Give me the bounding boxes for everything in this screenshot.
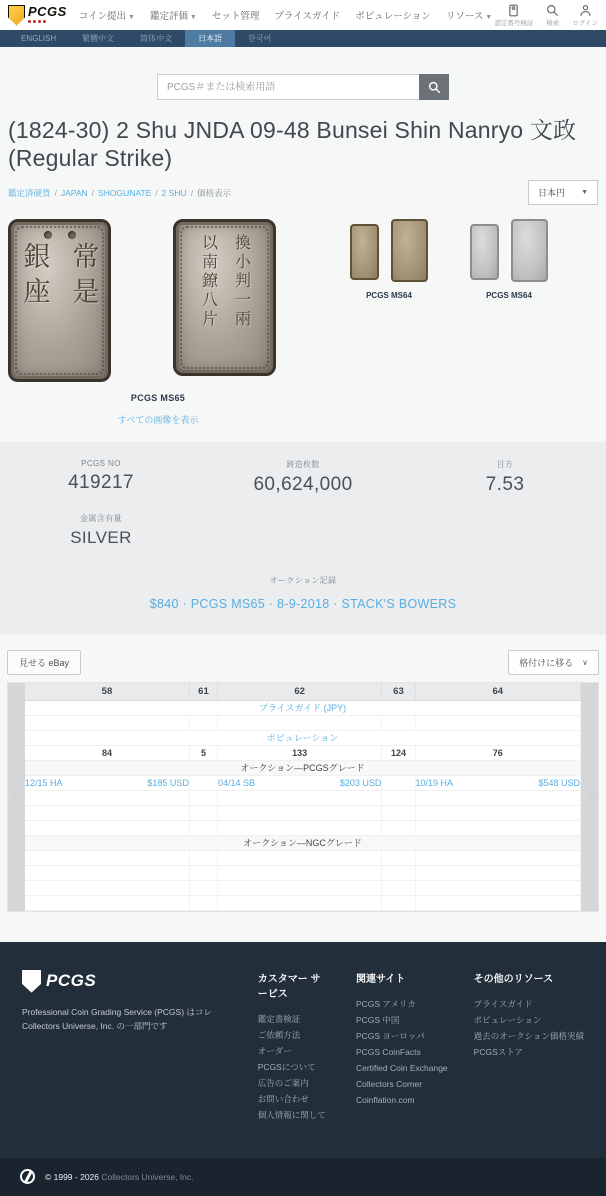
footer-about-text	[22, 1005, 232, 1034]
lang-tab-日本語[interactable]: 日本語	[185, 30, 235, 47]
show-ebay-button[interactable]: 見せる eBay	[7, 650, 81, 675]
empty-cell	[217, 820, 381, 835]
empty-cell	[25, 850, 189, 865]
footer-link[interactable]: ご依頼方法	[257, 1029, 301, 1040]
empty-cell	[415, 820, 580, 835]
footer	[0, 942, 606, 1158]
auction-date-link[interactable]: 10/19 HA	[415, 777, 454, 788]
currency-select[interactable]	[528, 180, 598, 205]
thumb-group-2	[470, 219, 548, 300]
metal-value: SILVER	[70, 528, 132, 548]
table-row	[25, 865, 581, 880]
footer-link[interactable]: Certified Coin Exchange	[355, 1063, 448, 1074]
thumb-coin-obverse[interactable]	[350, 224, 379, 280]
pcgs-logo-text: PCGS	[28, 3, 67, 19]
population-value: 76	[415, 745, 580, 760]
breadcrumb-link[interactable]: 2 SHU	[161, 187, 187, 198]
coin-image-reverse[interactable]	[173, 219, 276, 376]
action-label: ログイン	[572, 19, 598, 27]
coin-punch-marks	[44, 231, 76, 239]
carousel-prev-icon[interactable]: ‹	[9, 775, 21, 811]
action-user[interactable]	[572, 4, 598, 27]
nav-item-ポピュレーション[interactable]: ポピュレーション	[355, 11, 431, 22]
empty-cell	[25, 790, 189, 805]
empty-cell	[415, 865, 580, 880]
grade-header-row	[25, 683, 581, 700]
table-row	[25, 880, 581, 895]
action-label: 検索	[546, 19, 560, 27]
empty-cell	[415, 790, 580, 805]
footer-link[interactable]: PCGS 中国	[355, 1014, 400, 1025]
action-cert[interactable]	[494, 4, 533, 27]
table-row	[25, 805, 581, 820]
footer-link[interactable]: Collectors Corner	[355, 1079, 423, 1090]
nav-item-鑑定評価[interactable]: 鑑定評価 ▼	[149, 11, 197, 22]
metal-label: 金属含有量	[80, 514, 122, 524]
search-button[interactable]	[419, 74, 449, 100]
coin-image-obverse[interactable]	[8, 219, 111, 382]
footer-logo-text: PCGS	[46, 971, 97, 991]
coin-inscription: 常是	[68, 242, 99, 313]
footer-column-heading: その他のリソース	[473, 973, 554, 985]
population-value: 5	[189, 745, 217, 760]
coin-inscription: 以南鐐八片	[199, 234, 217, 330]
collectors-universe-logo-icon	[20, 1169, 35, 1184]
page-title: (1824-30) 2 Shu JNDA 09-48 Bunsei Shin Nanryo 文政 (Regular Strike)	[8, 117, 577, 172]
footer-column-heading: カスタマー サービス	[257, 973, 321, 1000]
pcgs-shield-icon	[8, 5, 25, 26]
carousel-next-icon[interactable]: ›	[585, 775, 597, 811]
footer-link[interactable]: ポピュレーション	[473, 1014, 542, 1025]
breadcrumb-link[interactable]: 鑑定済硬貨	[8, 187, 51, 198]
main-coin-grade-caption: PCGS MS65	[130, 393, 186, 404]
search-icon	[428, 81, 441, 94]
currency-value: 日本円	[538, 188, 566, 199]
empty-cell	[25, 715, 189, 730]
thumb-group-1	[350, 219, 428, 300]
thumb-pair	[470, 219, 548, 287]
breadcrumb	[8, 187, 231, 199]
coin-facts-panel	[0, 442, 606, 635]
empty-cell	[415, 715, 580, 730]
footer-about-line: Professional Coin Grading Service (PCGS) はコレ	[22, 1006, 212, 1017]
pcgs-logo[interactable]	[8, 5, 67, 26]
show-all-images-link[interactable]: すべての画像を表示	[117, 415, 199, 426]
search-bar	[157, 74, 449, 100]
table-row	[25, 790, 581, 805]
empty-cell	[189, 820, 217, 835]
auction-cell	[189, 775, 217, 790]
empty-cell	[25, 865, 189, 880]
footer-link[interactable]: PCGS CoinFacts	[355, 1047, 421, 1058]
top-navbar	[0, 0, 606, 30]
empty-cell	[415, 895, 580, 910]
empty-cell	[217, 715, 381, 730]
footer-column	[356, 970, 448, 1124]
pcgs-no-label: PCGS NO	[81, 459, 121, 469]
auction-date-link[interactable]: 12/15 HA	[25, 777, 63, 788]
empty-cell	[382, 865, 415, 880]
lang-tab-ENGLISH[interactable]: ENGLISH	[21, 34, 57, 43]
footer-link[interactable]: PCGS アメリカ	[355, 998, 416, 1009]
grade-column-header: 58	[25, 683, 189, 700]
empty-cell	[25, 820, 189, 835]
footer-link[interactable]: 過去のオークション価格実績	[473, 1030, 584, 1041]
lang-tab-繁體中文[interactable]: 繁體中文	[82, 34, 115, 43]
table-row	[25, 895, 581, 910]
empty-cell	[189, 865, 217, 880]
coin-image-section	[8, 219, 598, 426]
table-row	[25, 850, 581, 865]
main-coin-images	[8, 219, 308, 382]
cert-icon	[507, 4, 520, 17]
empty-cell	[189, 790, 217, 805]
footer-link[interactable]: オーダー	[257, 1045, 292, 1056]
table-section-header: オークション―PCGSグレード	[25, 760, 581, 775]
thumb-pair	[350, 219, 428, 287]
action-search[interactable]	[546, 4, 559, 27]
empty-cell	[382, 820, 415, 835]
copyright-text: © 1999 - 2026 Collectors Universe, Inc.	[45, 1171, 194, 1182]
table-row	[25, 700, 581, 715]
auction-cell[interactable]	[217, 775, 381, 790]
empty-cell	[382, 895, 415, 910]
auction-cell[interactable]	[25, 775, 189, 790]
footer-link[interactable]: Coinflation.com	[355, 1095, 415, 1106]
grade-column-header: 64	[415, 683, 580, 700]
table-row	[25, 715, 581, 730]
auction-cell	[382, 775, 415, 790]
empty-cell	[189, 880, 217, 895]
table-row	[25, 820, 581, 835]
empty-cell	[25, 880, 189, 895]
table-section-link[interactable]: ポピュレーション	[25, 730, 581, 745]
empty-cell	[189, 895, 217, 910]
grade-column-header: 62	[217, 683, 381, 700]
breadcrumb-current: 価格表示	[197, 187, 232, 198]
chevron-down-icon: ▼	[483, 14, 493, 21]
population-value: 133	[217, 745, 381, 760]
footer-pcgs-logo[interactable]	[22, 970, 232, 993]
grade-jump-label: 格付けに移る	[519, 658, 574, 669]
language-bar	[0, 30, 606, 47]
breadcrumb-separator: /	[190, 187, 194, 198]
auction-price-link[interactable]: $185 USD	[147, 777, 189, 788]
population-value: 124	[382, 745, 415, 760]
footer-bottom-bar	[0, 1158, 606, 1196]
weight-value: 7.53	[485, 474, 525, 496]
auction-record-label: オークション記録	[269, 576, 337, 586]
nav-item-プライスガイド[interactable]: プライスガイド	[274, 11, 341, 22]
table-row	[25, 835, 581, 850]
table-row	[25, 760, 581, 775]
thumb-grade-caption: PCGS MS64	[486, 291, 532, 301]
main-nav	[79, 8, 492, 22]
user-icon	[579, 4, 592, 17]
table-row	[25, 775, 581, 790]
breadcrumb-separator: /	[54, 187, 57, 198]
empty-cell	[415, 880, 580, 895]
pcgs-shield-icon	[22, 970, 41, 993]
empty-cell	[415, 805, 580, 820]
mintage-label: 鋳造枚数	[286, 460, 320, 470]
empty-cell	[382, 790, 415, 805]
search-icon	[546, 4, 559, 17]
footer-link[interactable]: 個人情報に関して	[257, 1110, 326, 1121]
empty-cell	[382, 805, 415, 820]
breadcrumb-separator: /	[155, 187, 158, 198]
thumb-coin-reverse[interactable]	[511, 219, 548, 282]
auction-date-link[interactable]: 04/14 SB	[217, 777, 255, 788]
auction-record-link[interactable]: $840 · PCGS MS65 · 8-9-2018 · STACK'S BOWERS	[149, 597, 457, 612]
nav-item-コイン提出[interactable]: コイン提出 ▼	[78, 11, 135, 22]
empty-cell	[382, 850, 415, 865]
coin-inscription: 銀座	[19, 242, 50, 313]
chevron-down-icon: ▼	[126, 14, 135, 21]
empty-cell	[217, 790, 381, 805]
auction-price-link[interactable]: $203 USD	[339, 777, 382, 788]
empty-cell	[217, 805, 381, 820]
coin-inscription: 換小判一兩	[232, 234, 250, 330]
empty-cell	[25, 895, 189, 910]
pcgs-no-value: 419217	[68, 472, 134, 494]
thumb-groups	[308, 219, 548, 300]
footer-about-line: Collectors Universe, Inc. の一部門です	[22, 1021, 168, 1032]
grade-table	[7, 682, 599, 912]
footer-link[interactable]: PCGSストア	[473, 1047, 523, 1058]
breadcrumb-link[interactable]: SHOGUNATE	[98, 187, 152, 198]
auction-price-link[interactable]: $548 USD	[538, 777, 580, 788]
thumb-coin-reverse[interactable]	[391, 219, 428, 282]
empty-cell	[189, 715, 217, 730]
breadcrumb-link[interactable]: JAPAN	[60, 187, 88, 198]
empty-cell	[415, 850, 580, 865]
auction-cell[interactable]	[415, 775, 580, 790]
lang-tab-한국어[interactable]: 한국어	[248, 34, 272, 43]
footer-link[interactable]: プライスガイド	[473, 998, 533, 1009]
lang-tab-简体中文[interactable]: 简体中文	[140, 34, 173, 43]
empty-cell	[382, 715, 415, 730]
grade-table-body	[25, 700, 581, 910]
empty-cell	[382, 880, 415, 895]
breadcrumb-separator: /	[91, 187, 95, 198]
empty-cell	[217, 850, 381, 865]
footer-link[interactable]: お問い合わせ	[257, 1094, 309, 1105]
empty-cell	[217, 865, 381, 880]
table-row	[25, 745, 581, 760]
table-section-header: オークション―NGCグレード	[25, 835, 581, 850]
grade-column-header: 61	[189, 683, 217, 700]
grade-column-header: 63	[382, 683, 415, 700]
thumb-coin-obverse[interactable]	[470, 224, 499, 280]
empty-cell	[217, 895, 381, 910]
grade-jump-dropdown[interactable]	[508, 650, 599, 675]
footer-link[interactable]: 鑑定書検証	[257, 1013, 301, 1024]
footer-column-heading: 関連サイト	[355, 973, 406, 985]
empty-cell	[189, 805, 217, 820]
search-input[interactable]	[157, 74, 419, 100]
thumb-grade-caption: PCGS MS64	[366, 291, 412, 301]
navbar-actions	[494, 4, 598, 27]
footer-column	[258, 970, 330, 1124]
footer-link[interactable]: PCGSについて	[257, 1062, 316, 1073]
empty-cell	[189, 850, 217, 865]
chevron-down-icon: ∨	[582, 658, 588, 668]
nav-item-リソース[interactable]: リソース ▼	[445, 11, 493, 22]
pcgs-logo-stars	[28, 20, 67, 23]
weight-label: 目方	[496, 460, 514, 470]
table-section-link[interactable]: プライスガイド (JPY)	[25, 700, 581, 715]
footer-column	[474, 970, 584, 1124]
empty-cell	[217, 880, 381, 895]
footer-link[interactable]: PCGS ヨーロッパ	[355, 1030, 425, 1041]
empty-cell	[25, 805, 189, 820]
chevron-down-icon: ▼	[581, 189, 588, 197]
action-label: 認定番号検証	[494, 19, 534, 27]
population-value: 84	[25, 745, 189, 760]
footer-link[interactable]: 広告のご案内	[257, 1078, 309, 1089]
nav-item-セット管理[interactable]: セット管理	[211, 11, 260, 22]
mintage-value: 60,624,000	[253, 474, 353, 496]
chevron-down-icon: ▼	[187, 14, 197, 21]
table-row	[25, 730, 581, 745]
